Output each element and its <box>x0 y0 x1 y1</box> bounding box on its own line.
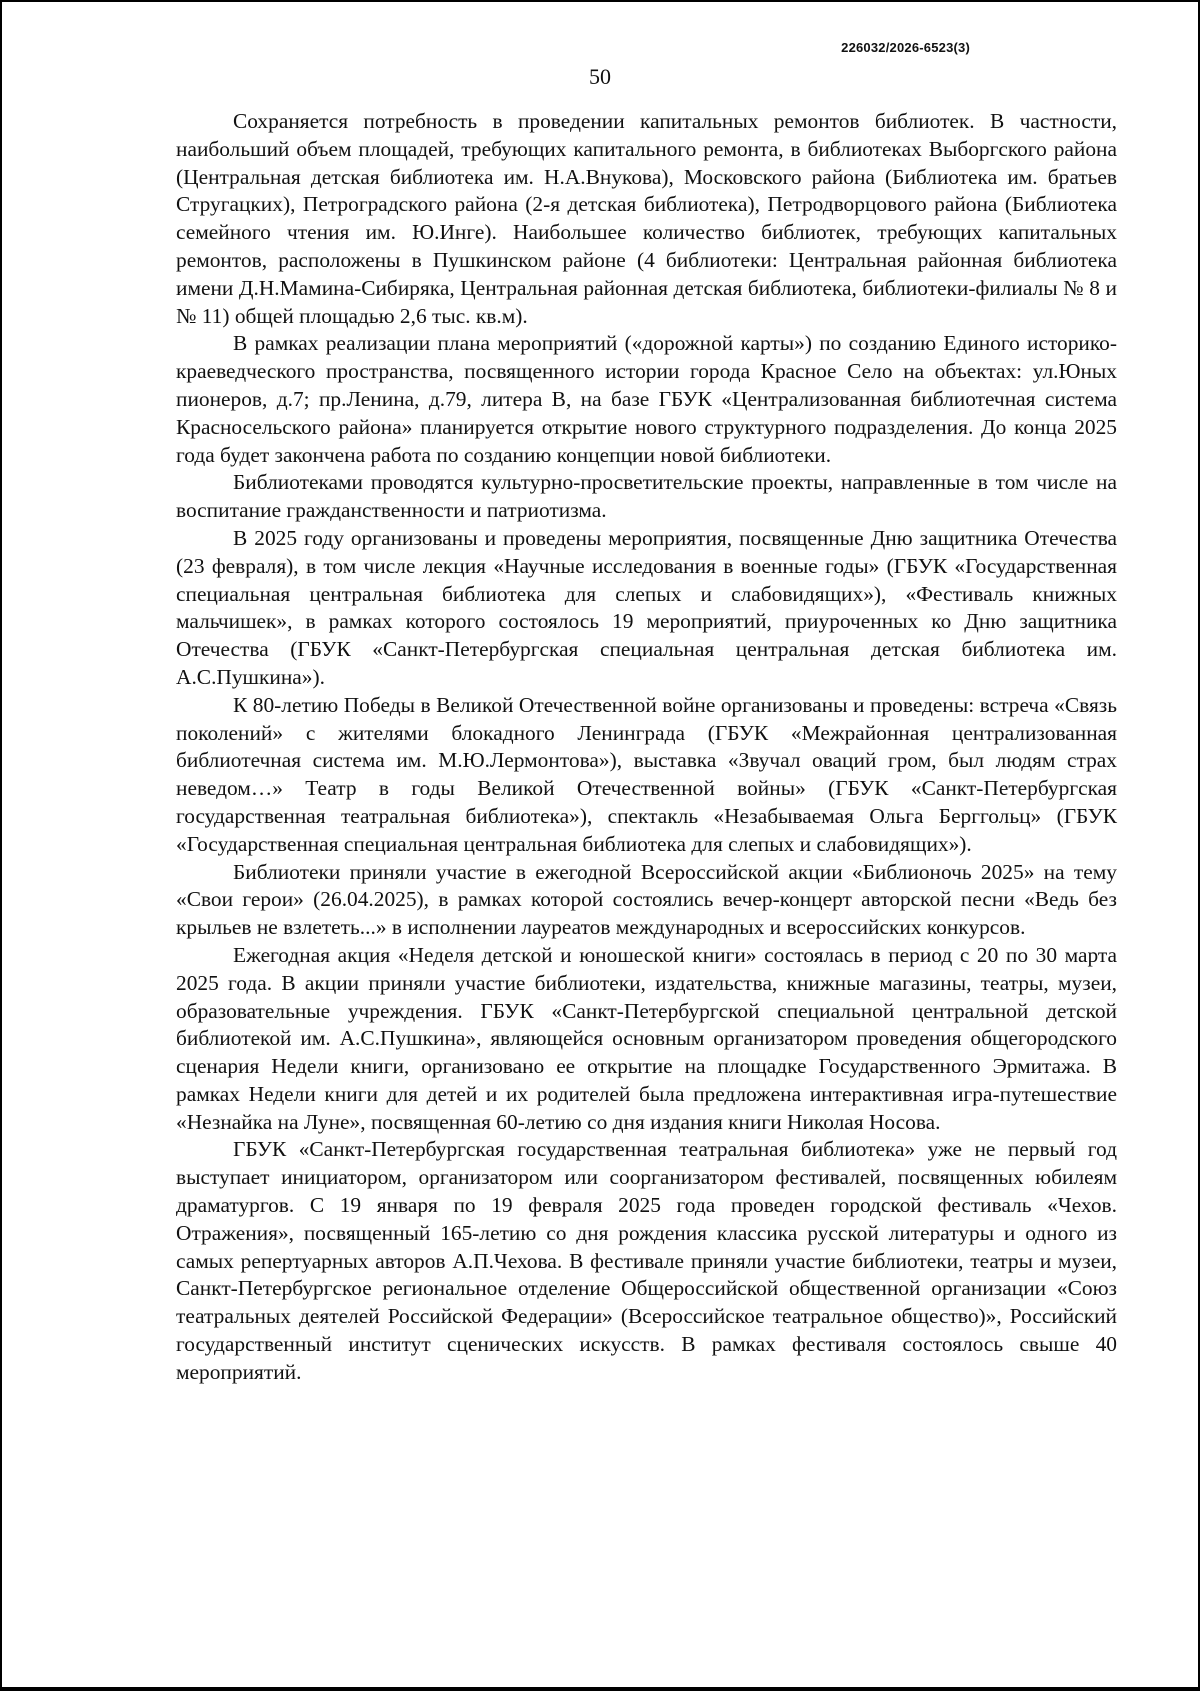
paragraph-book-week: Ежегодная акция «Неделя детской и юношеской книги» состоялась в период с 20 по 30 марта 2025 года. В акции приняли участие библиотеки, издательства, книжные магазины, театры, музеи, образовательные учреждения. ГБУК «Санкт-Петербургской специальной центральной детской библиотекой им. А.С.Пушкина», являющейся основным организатором проведения общегородского сценария Недели книги, организовано ее открытие на площадке Государственного Эрмитажа. В рамках Недели книги для детей и их родителей была предложена интерактивная игра-путешествие «Незнайка на Луне», посвященная 60-летию со дня издания книги Николая Носова. <box>176 942 1117 1134</box>
document-body <box>176 108 1117 1387</box>
registration-number: 226032/2026-6523(3) <box>841 40 970 55</box>
paragraph-cultural-projects: Библиотеками проводятся культурно-просветительские проекты, направленные в том числе на воспитание гражданственности и патриотизма. <box>176 470 1117 523</box>
paragraph-defender-day: В 2025 году организованы и проведены мероприятия, посвященные Дню защитника Отечества (23 февраля), в том числе лекция «Научные исследования в военные годы» (ГБУК «Государственная специальная центральная библиотека для слепых и слабовидящих»), «Фестиваль книжных мальчишек», в рамках которого состоялось 19 мероприятий, приуроченных ко Дню защитника Отечества (ГБУК «Санкт-Петербургская специальная центральная детская библиотека им. А.С.Пушкина»). <box>176 525 1117 689</box>
paragraph-biblionight: Библиотеки приняли участие в ежегодной Всероссийской акции «Библионочь 2025» на тему «Свои герои» (26.04.2025), в рамках которой состоялись вечер-концерт авторской песни «Ведь без крыльев не взлететь...» в исполнении лауреатов международных и всероссийских конкурсов. <box>176 859 1117 940</box>
paragraph-chekhov-festival: ГБУК «Санкт-Петербургская государственная театральная библиотека» уже не первый год выступает инициатором, организатором или соорганизатором фестивалей, посвященных юбилеям драматургов. С 19 января по 19 февраля 2025 года проведен городской фестиваль «Чехов. Отражения», посвященный 165-летию со дня рождения классика русской литературы и одного из самых репертуарных авторов А.П.Чехова. В фестивале приняли участие библиотеки, театры и музеи, Санкт-Петербургское региональное отделение Общероссийской общественной организации «Союз театральных деятелей Российской Федерации» (Всероссийское театральное общество)», Российский государственный институт сценических искусств. В рамках фестиваля состоялось свыше 40 мероприятий. <box>176 1137 1117 1384</box>
paragraph-capital-repairs: Сохраняется потребность в проведении капитальных ремонтов библиотек. В частности, наибольший объем площадей, требующих капитального ремонта, в библиотеках Выборгского района (Центральная детская библиотека им. Н.А.Внукова), Московского района (Библиотека им. братьев Стругацких), Петроградского района (2-я детская библиотека), Петродворцового района (Библиотека семейного чтения им. Ю.Инге). Наибольшее количество библиотек, требующих капитальных ремонтов, расположены в Пушкинском районе (4 библиотеки: Центральная районная библиотека имени Д.Н.Мамина-Сибиряка, Центральная районная детская библиотека, библиотеки-филиалы № 8 и № 11) общей площадью 2,6 тыс. кв.м). <box>176 109 1117 328</box>
page-number: 50 <box>589 64 611 89</box>
paragraph-victory-80: К 80-летию Победы в Великой Отечественной войне организованы и проведены: встреча «Связь поколений» с жителями блокадного Ленинграда (ГБУК «Межрайонная централизованная библиотечная система им. М.Ю.Лермонтова»), выставка «Звучал оваций гром, был людям страх неведом…» Театр в годы Великой Отечественной войны» (ГБУК «Санкт-Петербургская государственная театральная библиотека»), спектакль «Незабываемая Ольга Берггольц» (ГБУК «Государственная специальная центральная библиотека для слепых и слабовидящих»). <box>176 692 1117 856</box>
paragraph-krasnoe-selo: В рамках реализации плана мероприятий («дорожной карты») по созданию Единого историко-краеведческого пространства, посвященного истории города Красное Село на объектах: ул.Юных пионеров, д.7; пр.Ленина, д.79, литера В, на базе ГБУК «Централизованная библиотечная система Красносельского района» планируется открытие нового структурного подразделения. До конца 2025 года будет закончена работа по созданию концепции новой библиотеки. <box>176 331 1117 467</box>
